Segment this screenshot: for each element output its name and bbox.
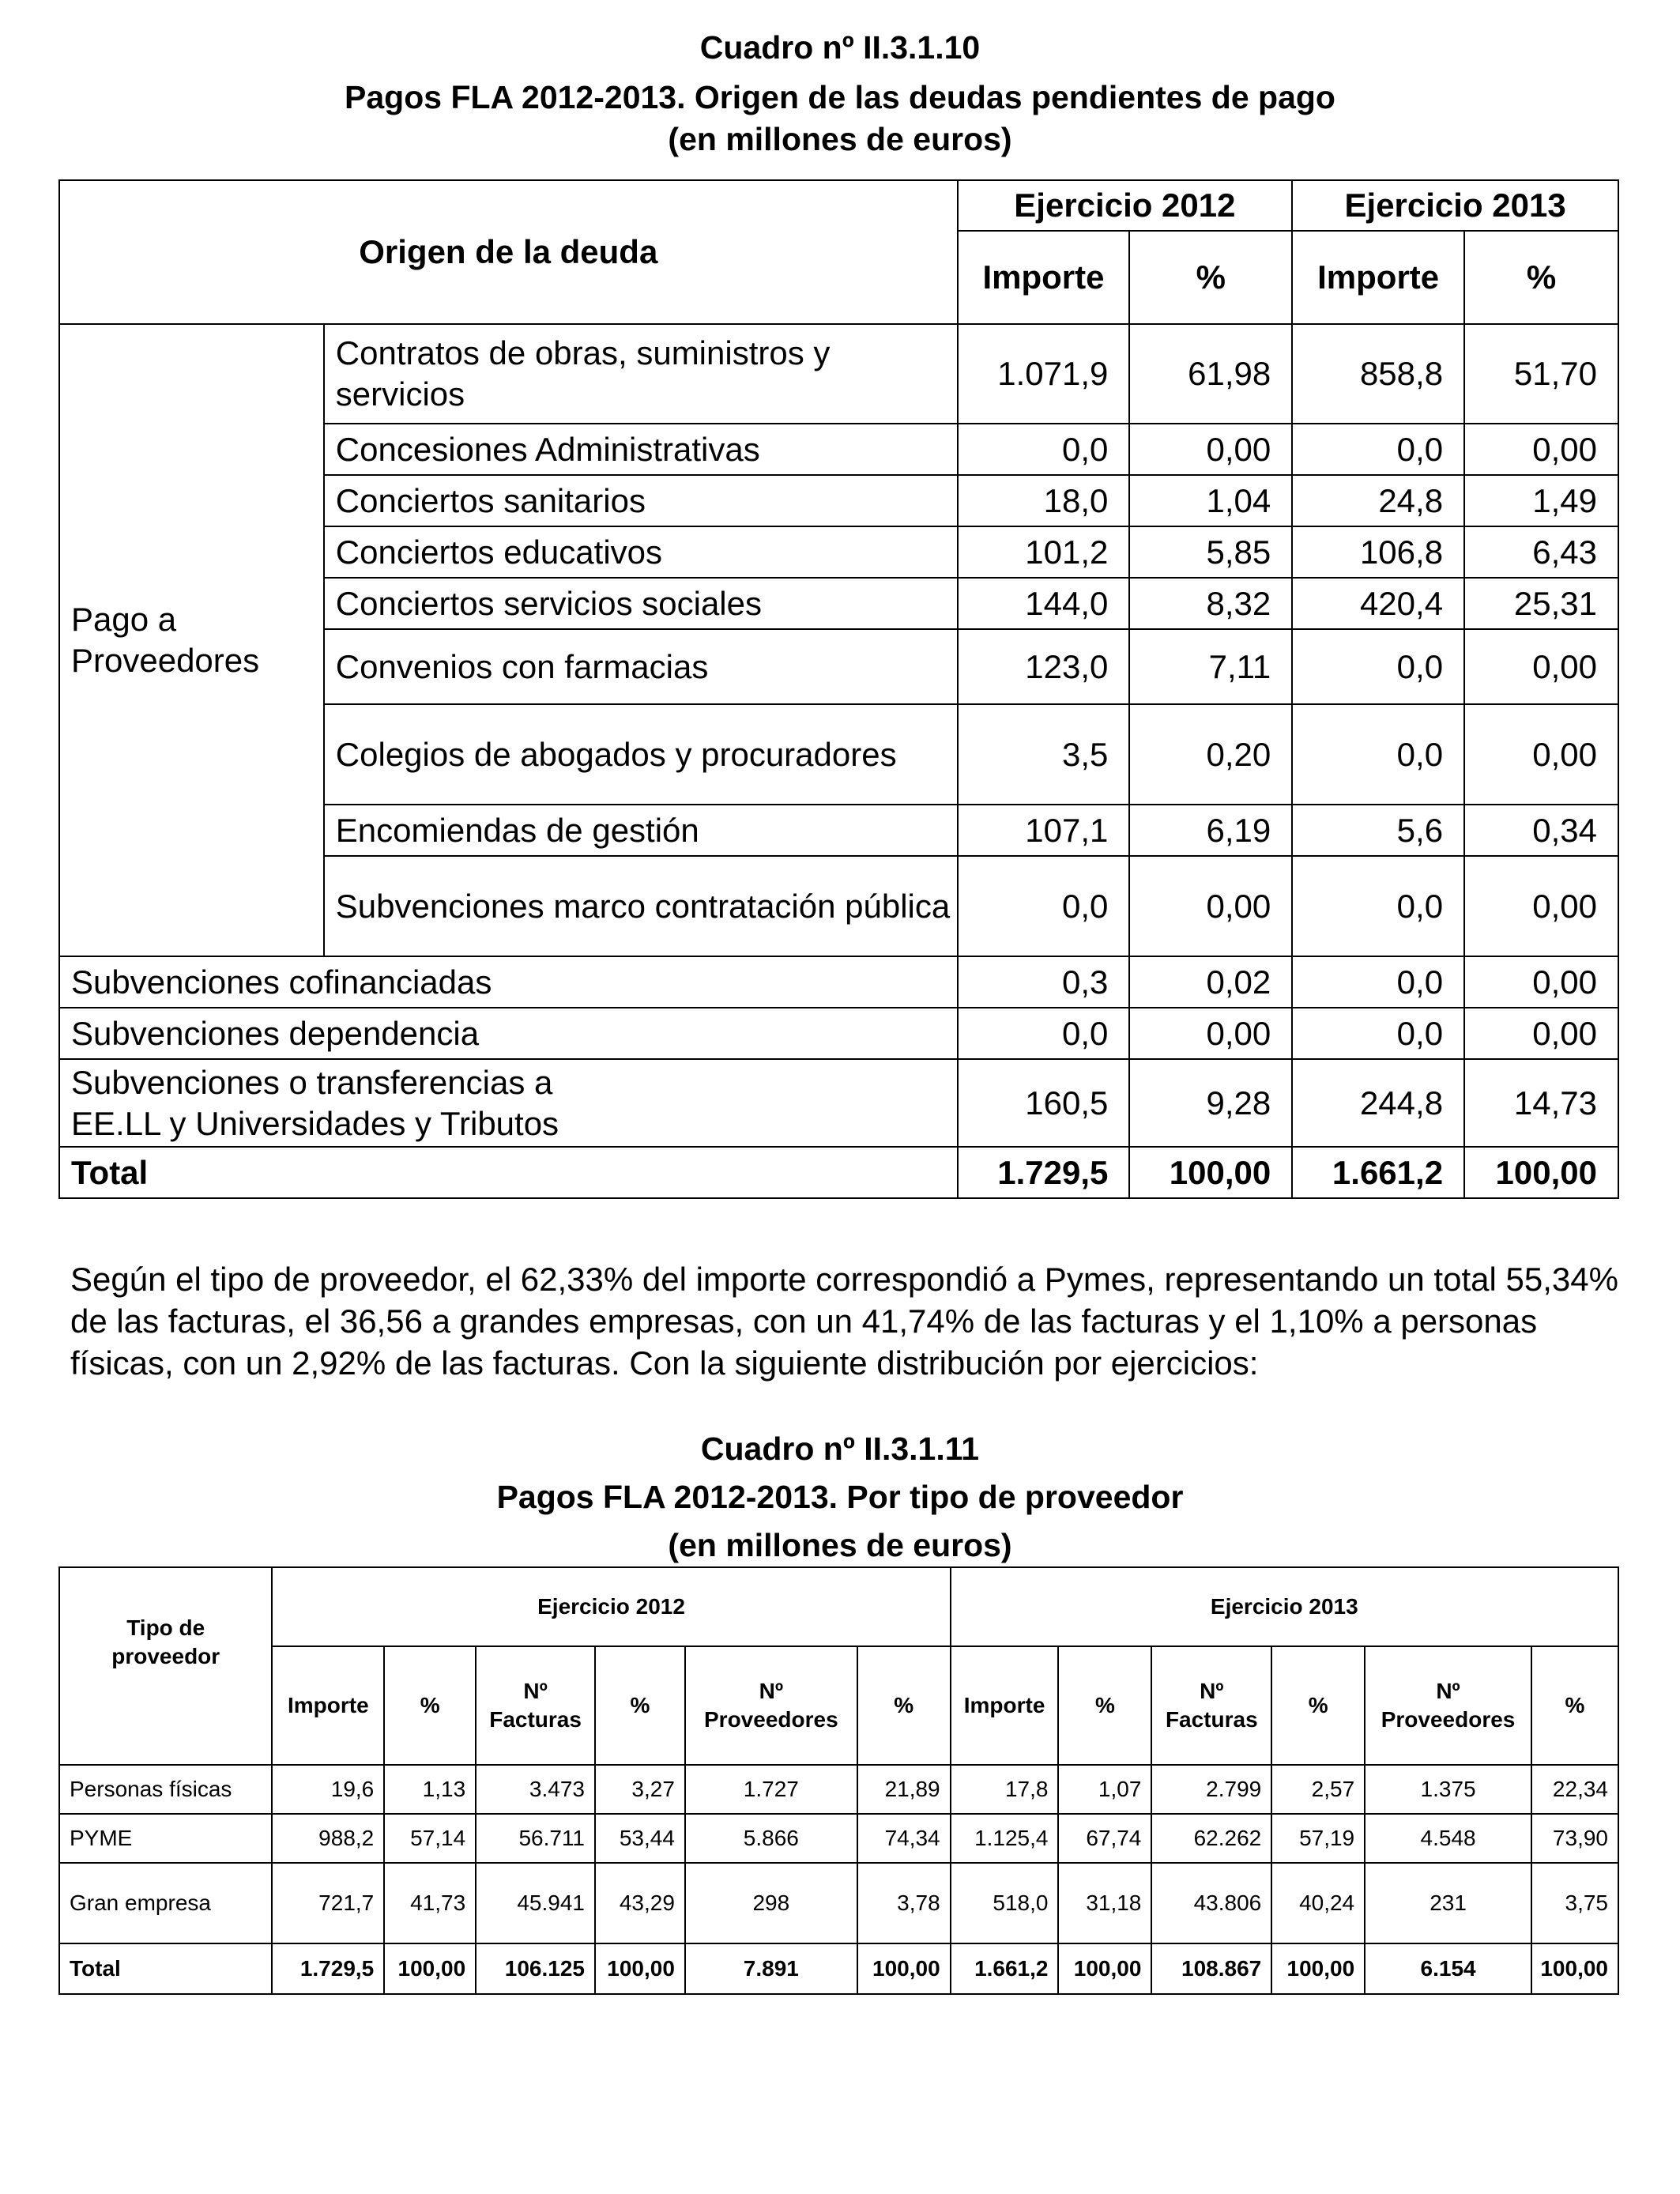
header-tipo [59, 1567, 272, 1765]
row-importe-2012: 107,1 [958, 805, 1130, 856]
header-proveedores-2012 [685, 1646, 857, 1765]
cell: 1.727 [685, 1765, 857, 1814]
cell: 100,00 [384, 1943, 476, 1994]
row-importe-2013: 244,8 [1292, 1059, 1464, 1147]
row-importe-2013: 420,4 [1292, 578, 1464, 629]
row-pct-2013: 25,31 [1464, 578, 1618, 629]
cell: 74,34 [857, 1814, 951, 1863]
cell: 108.867 [1151, 1943, 1271, 1994]
header-proveedores-2013 [1365, 1646, 1531, 1765]
row-importe-2012: 1.071,9 [958, 324, 1130, 424]
row-importe-2012: 3,5 [958, 704, 1130, 805]
row-importe-2013: 0,0 [1292, 704, 1464, 805]
table-row [59, 1863, 1618, 1943]
cell: 721,7 [272, 1863, 384, 1943]
row-pct-2013: 0,00 [1464, 956, 1618, 1008]
table-row [59, 1059, 1618, 1147]
row-importe-2013: 5,6 [1292, 805, 1464, 856]
row-label: Contratos de obras, suministros y servicios [324, 324, 958, 424]
cell: 2.799 [1151, 1765, 1271, 1814]
row-pct-2013: 0,00 [1464, 704, 1618, 805]
cell: 43.806 [1151, 1863, 1271, 1943]
row-pct-2012: 1,04 [1129, 475, 1292, 526]
cell: 43,29 [595, 1863, 685, 1943]
table-row [59, 956, 1618, 1008]
cell: 100,00 [1058, 1943, 1151, 1994]
cell: 518,0 [951, 1863, 1059, 1943]
cell: 73,90 [1531, 1814, 1618, 1863]
row-pct-2013: 0,00 [1464, 1008, 1618, 1059]
row-pct-2012: 0,20 [1129, 704, 1292, 805]
row-pct-2013: 0,00 [1464, 856, 1618, 956]
table2-caption-unit: (en millones de euros) [668, 1527, 1012, 1563]
row-pct-2012: 0,02 [1129, 956, 1292, 1008]
row-importe-2013: 858,8 [1292, 324, 1464, 424]
row-pct-2012: 7,11 [1129, 629, 1292, 704]
body-paragraph: Según el tipo de proveedor, el 62,33% del importe correspondió a Pymes, representando un total 55,34% de las facturas, el 36,56 a grandes empresas, con un 41,74% de las facturas y el 1,10% a personas físicas, con un 2,92% de las facturas. Con la siguiente distribución por ejercicios: [70, 1261, 1618, 1382]
table1-caption-title: Pagos FLA 2012-2013. Origen de las deudas pendientes de pago [345, 79, 1335, 115]
header-proveedores-2013-label: Nº Proveedores [1381, 1679, 1516, 1732]
row-label: Colegios de abogados y procuradores [324, 704, 958, 805]
cell: 100,00 [1271, 1943, 1365, 1994]
row-pct-2012: 0,00 [1129, 424, 1292, 475]
row-label: Subvenciones marco contratación pública [324, 856, 958, 956]
row-pct-2013: 6,43 [1464, 526, 1618, 578]
provider-type-table [58, 1566, 1619, 1995]
cell: 231 [1365, 1863, 1531, 1943]
row-importe-2012: 0,0 [958, 856, 1130, 956]
cell: 56.711 [476, 1814, 595, 1863]
row-importe-2012: 0,3 [958, 956, 1130, 1008]
cell: 53,44 [595, 1814, 685, 1863]
row-pct-2012: 5,85 [1129, 526, 1292, 578]
header-importe-2012: Importe [958, 231, 1130, 324]
header-year-2013: Ejercicio 2013 [1292, 180, 1618, 231]
cell: 17,8 [951, 1765, 1059, 1814]
table-row [59, 1765, 1618, 1814]
cell: 41,73 [384, 1863, 476, 1943]
row-importe-2013: 0,0 [1292, 856, 1464, 956]
total-row [59, 1147, 1618, 1198]
cell: 7.891 [685, 1943, 857, 1994]
cell: 3,78 [857, 1863, 951, 1943]
header-year-2012: Ejercicio 2012 [272, 1567, 950, 1646]
total-row [59, 1943, 1618, 1994]
cell: 21,89 [857, 1765, 951, 1814]
cell: 1,07 [1058, 1765, 1151, 1814]
header-pct-2012-c: % [857, 1646, 951, 1765]
table-row [59, 1008, 1618, 1059]
cell: 100,00 [857, 1943, 951, 1994]
cell: 57,14 [384, 1814, 476, 1863]
total-importe-2013: 1.661,2 [1292, 1147, 1464, 1198]
cell: 2,57 [1271, 1765, 1365, 1814]
row-pct-2013: 0,00 [1464, 629, 1618, 704]
cell: 40,24 [1271, 1863, 1365, 1943]
row-label: Conciertos educativos [324, 526, 958, 578]
header-pct-2013-a: % [1058, 1646, 1151, 1765]
row-pct-2012: 6,19 [1129, 805, 1292, 856]
header-pct-2013-b: % [1271, 1646, 1365, 1765]
row-importe-2013: 0,0 [1292, 1008, 1464, 1059]
row-label: PYME [59, 1814, 272, 1863]
row-label: Personas físicas [59, 1765, 272, 1814]
row-pct-2012: 0,00 [1129, 1008, 1292, 1059]
header-pct-2012-b: % [595, 1646, 685, 1765]
header-year-2013: Ejercicio 2013 [951, 1567, 1618, 1646]
table-row [59, 324, 1618, 424]
row-pct-2013: 0,00 [1464, 424, 1618, 475]
cell: 298 [685, 1863, 857, 1943]
header-importe-2013: Importe [951, 1646, 1059, 1765]
header-importe-2012: Importe [272, 1646, 384, 1765]
total-pct-2013: 100,00 [1464, 1147, 1618, 1198]
header-facturas-2012 [476, 1646, 595, 1765]
cell: 6.154 [1365, 1943, 1531, 1994]
table2-caption-number: Cuadro nº II.3.1.11 [700, 1431, 980, 1467]
row-label: Gran empresa [59, 1863, 272, 1943]
total-pct-2012: 100,00 [1129, 1147, 1292, 1198]
row-importe-2013: 0,0 [1292, 424, 1464, 475]
header-facturas-2012-label: Nº Facturas [489, 1679, 582, 1732]
total-importe-2012: 1.729,5 [958, 1147, 1130, 1198]
cell: 31,18 [1058, 1863, 1151, 1943]
cell: 19,6 [272, 1765, 384, 1814]
cell: 1.125,4 [951, 1814, 1059, 1863]
row-label: Conciertos servicios sociales [324, 578, 958, 629]
total-label: Total [59, 1943, 272, 1994]
cell: 106.125 [476, 1943, 595, 1994]
row-pct-2012: 61,98 [1129, 324, 1292, 424]
row-pct-2013: 51,70 [1464, 324, 1618, 424]
row-importe-2012: 160,5 [958, 1059, 1130, 1147]
header-origin: Origen de la deuda [59, 180, 958, 324]
cell: 3,75 [1531, 1863, 1618, 1943]
cell: 1.729,5 [272, 1943, 384, 1994]
row-label: Conciertos sanitarios [324, 475, 958, 526]
cell: 3,27 [595, 1765, 685, 1814]
table2-caption-title: Pagos FLA 2012-2013. Por tipo de proveedor [496, 1479, 1184, 1515]
cell: 22,34 [1531, 1765, 1618, 1814]
cell: 5.866 [685, 1814, 857, 1863]
row-importe-2013: 0,0 [1292, 629, 1464, 704]
cell: 3.473 [476, 1765, 595, 1814]
header-year-2012: Ejercicio 2012 [958, 180, 1293, 231]
row-label: Concesiones Administrativas [324, 424, 958, 475]
row-pct-2013: 0,34 [1464, 805, 1618, 856]
row-importe-2012: 123,0 [958, 629, 1130, 704]
group-label: Pago a Proveedores [59, 324, 324, 956]
row-importe-2012: 0,0 [958, 1008, 1130, 1059]
cell: 4.548 [1365, 1814, 1531, 1863]
row-pct-2012: 9,28 [1129, 1059, 1292, 1147]
header-proveedores-2012-label: Nº Proveedores [704, 1679, 838, 1732]
header-pct-2012-a: % [384, 1646, 476, 1765]
row-importe-2012: 18,0 [958, 475, 1130, 526]
row-importe-2013: 24,8 [1292, 475, 1464, 526]
header-tipo-label: Tipo de proveedor [111, 1615, 220, 1668]
cell: 57,19 [1271, 1814, 1365, 1863]
cell: 67,74 [1058, 1814, 1151, 1863]
cell: 100,00 [1531, 1943, 1618, 1994]
header-pct-2012: % [1129, 231, 1292, 324]
cell: 1.375 [1365, 1765, 1531, 1814]
cell: 62.262 [1151, 1814, 1271, 1863]
header-facturas-2013-label: Nº Facturas [1165, 1679, 1258, 1732]
row-pct-2013: 1,49 [1464, 475, 1618, 526]
row-importe-2012: 0,0 [958, 424, 1130, 475]
row-label: Subvenciones dependencia [59, 1008, 958, 1059]
row-importe-2013: 0,0 [1292, 956, 1464, 1008]
row-importe-2012: 101,2 [958, 526, 1130, 578]
table-row [59, 1814, 1618, 1863]
header-importe-2013: Importe [1292, 231, 1464, 324]
cell: 100,00 [595, 1943, 685, 1994]
row-label: Subvenciones cofinanciadas [59, 956, 958, 1008]
row-pct-2012: 8,32 [1129, 578, 1292, 629]
row-label: Encomiendas de gestión [324, 805, 958, 856]
header-facturas-2013 [1151, 1646, 1271, 1765]
header-pct-2013-c: % [1531, 1646, 1618, 1765]
row-label: Convenios con farmacias [324, 629, 958, 704]
cell: 1,13 [384, 1765, 476, 1814]
cell: 45.941 [476, 1863, 595, 1943]
header-pct-2013: % [1464, 231, 1618, 324]
row-importe-2013: 106,8 [1292, 526, 1464, 578]
table1-caption-unit: (en millones de euros) [668, 121, 1012, 157]
table1-caption-number: Cuadro nº II.3.1.10 [699, 29, 981, 66]
row-pct-2013: 14,73 [1464, 1059, 1618, 1147]
debt-origin-table [58, 179, 1619, 1199]
total-label: Total [59, 1147, 958, 1198]
row-pct-2012: 0,00 [1129, 856, 1292, 956]
cell: 988,2 [272, 1814, 384, 1863]
row-label: Subvenciones o transferencias a EE.LL y Universidades y Tributos [59, 1059, 958, 1147]
row-importe-2012: 144,0 [958, 578, 1130, 629]
cell: 1.661,2 [951, 1943, 1059, 1994]
